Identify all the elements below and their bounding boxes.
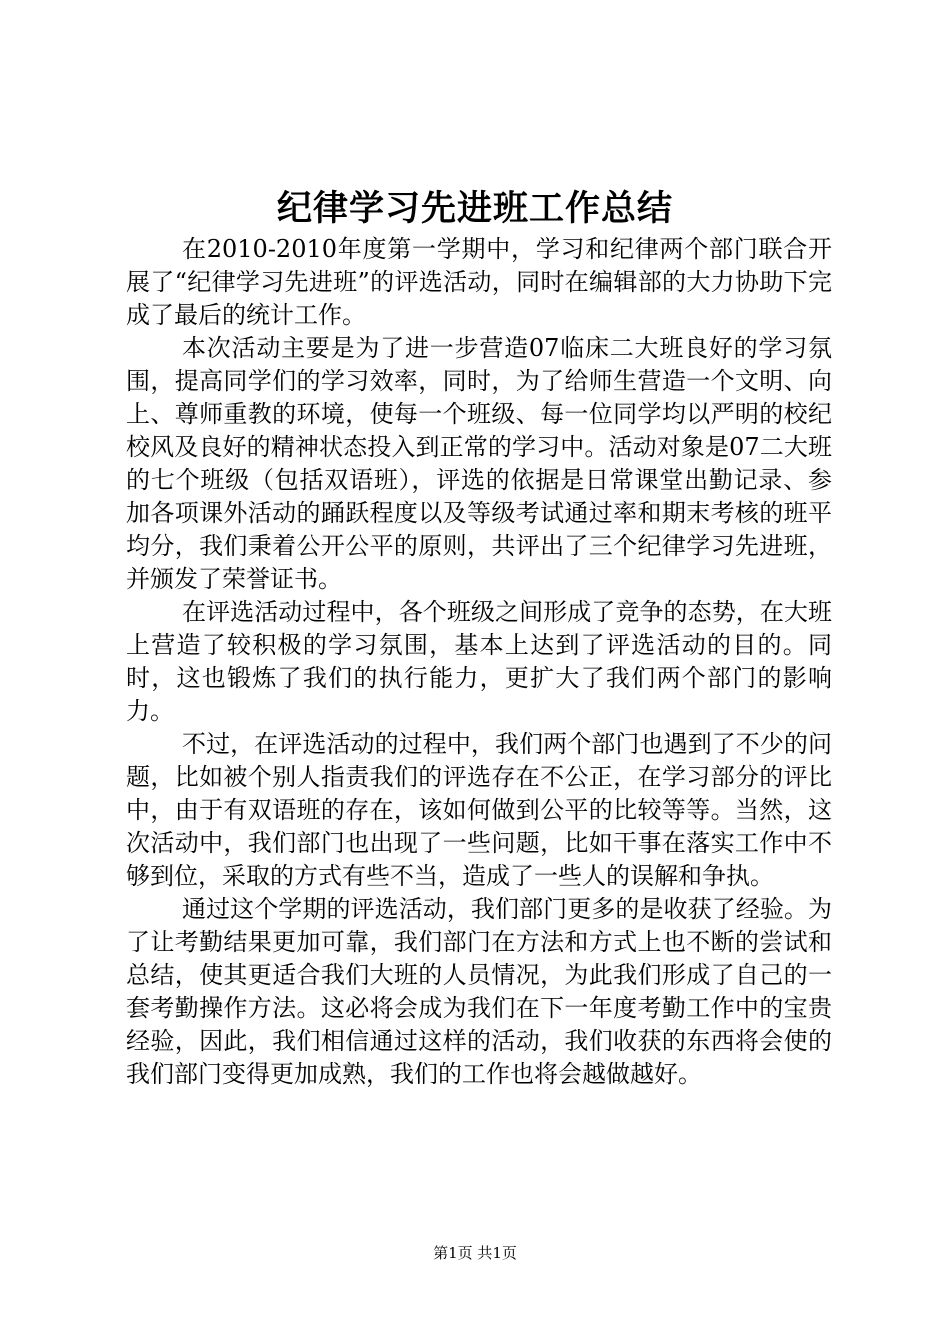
document-body (126, 233, 832, 1091)
page-footer: 第1页 共1页 (433, 1244, 517, 1262)
paragraph-1: 在2010-2010年度第一学期中，学习和纪律两个部门联合开展了“纪律学习先进班”的评选活动，同时在编辑部的大力协助下完成了最后的统计工作。 (126, 235, 832, 329)
paragraph-2: 本次活动主要是为了进一步营造07临床二大班良好的学习氛围，提高同学们的学习效率，同时，为了给师生营造一个文明、向上、尊师重教的环境，使每一个班级、每一位同学均以严明的校纪校风及良好的精神状态投入到正常的学习中。活动对象是07二大班的七个班级（包括双语班），评选的依据是日常课堂出勤记录、参加各项课外活动的踊跃程度以及等级考试通过率和期末考核的班平均分，我们秉着公开公平的原则，共评出了三个纪律学习先进班，并颁发了荣誉证书。 (126, 334, 832, 593)
document-title: 纪律学习先进班工作总结 (276, 188, 673, 229)
paragraph-4: 不过，在评选活动的过程中，我们两个部门也遇到了不少的问题，比如被个别人指责我们的评选存在不公正，在学习部分的评比中，由于有双语班的存在，该如何做到公平的比较等等。当然，这次活动中，我们部门也出现了一些问题，比如干事在落实工作中不够到位，采取的方式有些不当，造成了一些人的误解和争执。 (126, 730, 832, 890)
paragraph-3: 在评选活动过程中，各个班级之间形成了竞争的态势，在大班上营造了较积极的学习氛围，基本上达到了评选活动的目的。同时，这也锻炼了我们的执行能力，更扩大了我们两个部门的影响力。 (126, 598, 832, 725)
paragraph-5: 通过这个学期的评选活动，我们部门更多的是收获了经验。为了让考勤结果更加可靠，我们部门在方法和方式上也不断的尝试和总结，使其更适合我们大班的人员情况，为此我们形成了自己的一套考勤操作方法。这必将会成为我们在下一年度考勤工作中的宝贵经验，因此，我们相信通过这样的活动，我们收获的东西将会使的我们部门变得更加成熟，我们的工作也将会越做越好。 (126, 895, 832, 1088)
